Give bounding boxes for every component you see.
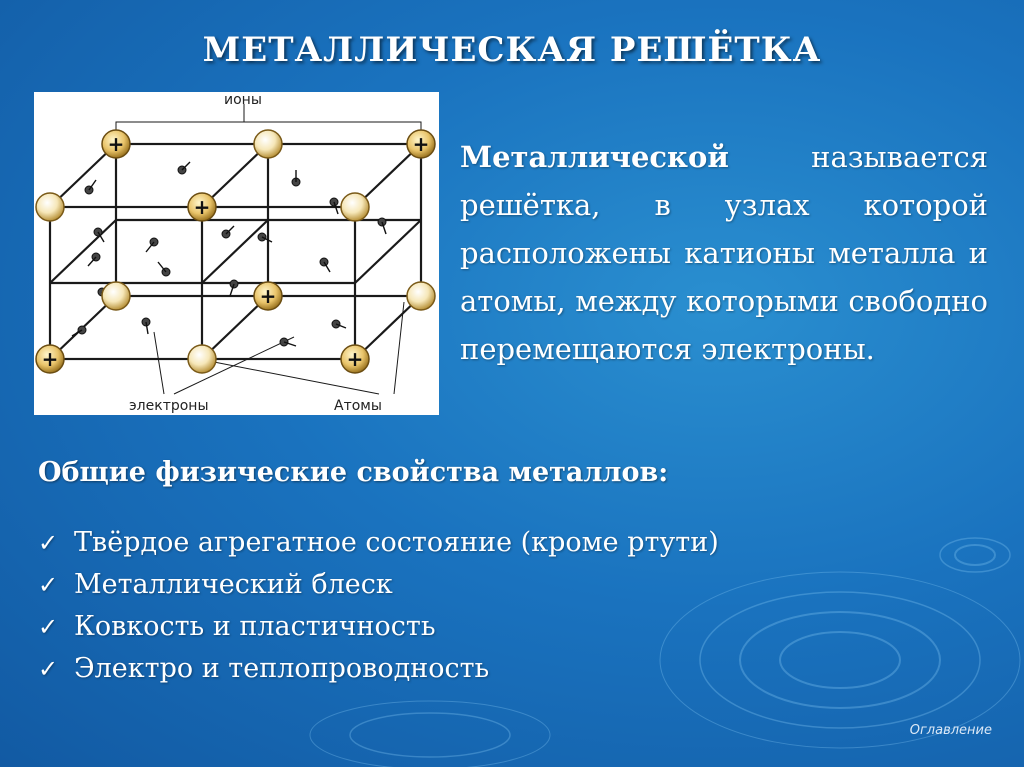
table-of-contents-link[interactable]: Оглавление: [909, 723, 992, 738]
plus-sign: +: [346, 347, 364, 371]
property-text: Ковкость и пластичность: [74, 611, 436, 642]
atom-node-icon: [254, 130, 282, 158]
plus-sign: +: [193, 195, 211, 219]
plus-sign: +: [259, 284, 277, 308]
list-item: [38, 522, 719, 564]
definition-term: Металлической: [460, 140, 729, 174]
atom-node-icon: [341, 193, 369, 221]
properties-heading: Общие физические свойства металлов:: [38, 457, 669, 488]
property-text: Твёрдое агрегатное состояние (кроме ртути): [74, 527, 719, 558]
label-atoms: Атомы: [334, 398, 382, 414]
checkmark-icon: ✓: [38, 571, 59, 599]
lattice-illustration: [34, 92, 439, 415]
property-text: Металлический блеск: [74, 569, 393, 600]
plus-sign: +: [412, 132, 430, 156]
label-ions: ионы: [224, 92, 262, 108]
atom-node-icon: [188, 345, 216, 373]
label-electrons: электроны: [129, 398, 209, 414]
property-text: Электро и теплопроводность: [74, 653, 490, 684]
lattice-definition: [460, 133, 988, 373]
plus-sign: +: [41, 347, 59, 371]
plus-sign: +: [107, 132, 125, 156]
checkmark-icon: ✓: [38, 655, 59, 683]
checkmark-icon: ✓: [38, 613, 59, 641]
checkmark-icon: ✓: [38, 529, 59, 557]
atom-node-icon: [36, 193, 64, 221]
list-item: [38, 648, 719, 690]
definition-text: называется решётка, в узлах которой расположены катионы металла и атомы, между которыми свободно перемещаются электроны.: [460, 140, 988, 366]
atom-node-icon: [102, 282, 130, 310]
metallic-lattice-diagram: [34, 92, 439, 415]
list-item: [38, 606, 719, 648]
atom-node-icon: [407, 282, 435, 310]
slide-title: МЕТАЛЛИЧЕСКАЯ РЕШЁТКА: [202, 30, 822, 70]
list-item: [38, 564, 719, 606]
properties-list: [38, 522, 719, 690]
